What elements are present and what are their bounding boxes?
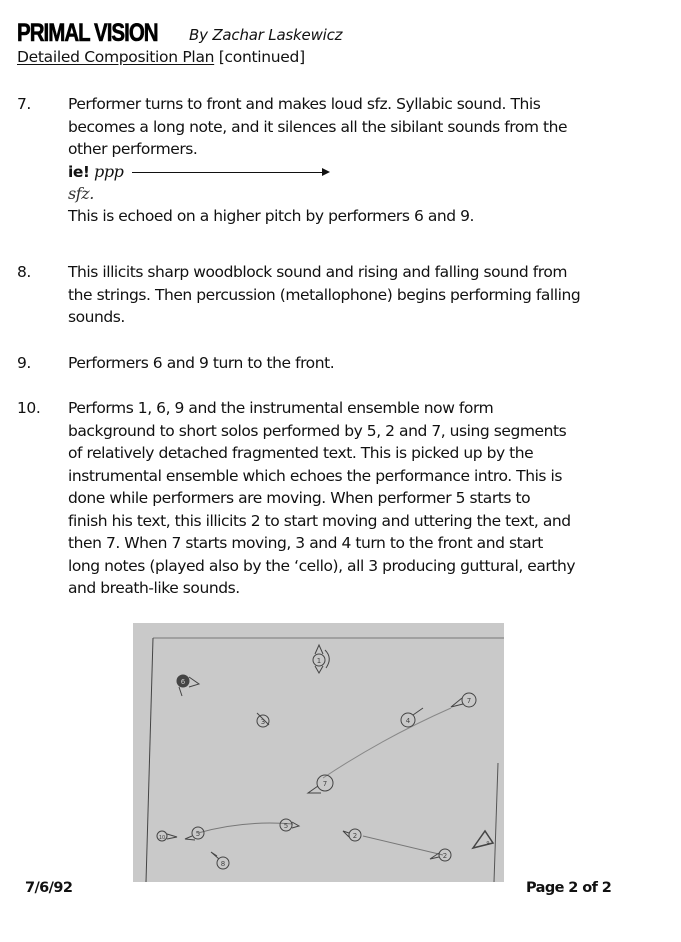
performer-label: 9: [486, 841, 490, 847]
item-number: 10.: [17, 399, 41, 417]
footer-page-number: Page 2 of 2: [526, 880, 612, 896]
item-number: 9.: [17, 354, 31, 372]
item-line: Performer turns to front and makes loud sfz. Syllabic sound. This: [68, 95, 541, 113]
sustain-arrow-icon: [132, 172, 324, 173]
performer-label: 4: [405, 717, 411, 725]
path-5: [198, 823, 293, 833]
notation-attack: sfz.: [68, 183, 94, 203]
footer-date: 7/6/92: [25, 880, 73, 896]
item-line: Performers 6 and 9 turn to the front.: [68, 354, 335, 372]
item-line: then 7. When 7 starts moving, 3 and 4 turn to the front and start: [68, 534, 543, 552]
performer-label: 6: [180, 678, 186, 686]
performer-7b-icon: [308, 775, 333, 793]
stage-sketch-image: [133, 623, 504, 882]
performer-label: 7: [322, 780, 328, 788]
sketch-border-left: [146, 638, 153, 882]
notation-dynamic: ppp: [94, 161, 124, 181]
author-byline: By Zachar Laskewicz: [189, 26, 343, 44]
performer-9-icon: [473, 831, 493, 848]
header: [17, 19, 188, 48]
item-line: done while performers are moving. When performer 5 starts to: [68, 489, 531, 507]
item-line: finish his text, this illicits 2 to start moving and uttering the text, and: [68, 511, 571, 530]
item-body: [68, 352, 638, 375]
item-line: This is echoed on a higher pitch by performers 6 and 9.: [68, 206, 475, 225]
performer-7a-icon: [451, 693, 476, 707]
performer-label: 10: [158, 835, 166, 841]
item-line: becomes a long note, and it silences all the sibilant sounds from the: [68, 117, 568, 136]
performer-label: 8: [220, 860, 226, 868]
item-line: other performers.: [68, 140, 198, 158]
performer-label: 5: [195, 830, 201, 838]
item-line: background to short solos performed by 5, 2 and 7, using segments: [68, 421, 567, 440]
item-number: 7.: [17, 95, 31, 113]
path-7: [323, 708, 451, 778]
sketch-border-right: [494, 763, 498, 882]
performer-4-icon: [401, 708, 423, 727]
performer-label: 5: [283, 822, 289, 830]
performer-label: 1: [316, 657, 322, 665]
performer-2b-icon: [430, 849, 451, 861]
item-line: This illicits sharp woodblock sound and rising and falling sound from: [68, 263, 568, 281]
performer-label: 7: [466, 697, 472, 705]
document-title: PRIMAL VISION: [17, 19, 158, 47]
document-subtitle: [17, 48, 305, 66]
item-line: instrumental ensemble which echoes the performance intro. This is: [68, 466, 563, 485]
item-line: of relatively detached fragmented text. This is picked up by the: [68, 444, 534, 462]
item-line: the strings. Then percussion (metallophone) begins performing falling: [68, 285, 581, 304]
performer-label: 3: [260, 718, 266, 726]
item-line: long notes (played also by the ‘cello), all 3 producing guttural, earthy: [68, 556, 576, 575]
path-2: [363, 836, 443, 855]
item-body: [68, 397, 638, 600]
stage-sketch-drawing: [133, 623, 504, 882]
subtitle-underlined: Detailed Composition Plan: [17, 48, 215, 66]
subtitle-continued: [continued]: [214, 48, 305, 66]
item-line: sounds.: [68, 308, 125, 326]
item-number: 8.: [17, 263, 31, 281]
performer-label: 2: [442, 852, 448, 860]
item-body: [68, 261, 638, 329]
notation-line: [68, 161, 638, 183]
notation-syllable: ie!: [68, 162, 90, 181]
item-body: [68, 93, 638, 227]
item-line: and breath-like sounds.: [68, 579, 240, 597]
performer-5a-icon: [185, 827, 204, 840]
item-line: Performs 1, 6, 9 and the instrumental ensemble now form: [68, 399, 494, 417]
performer-label: 2: [352, 832, 358, 840]
